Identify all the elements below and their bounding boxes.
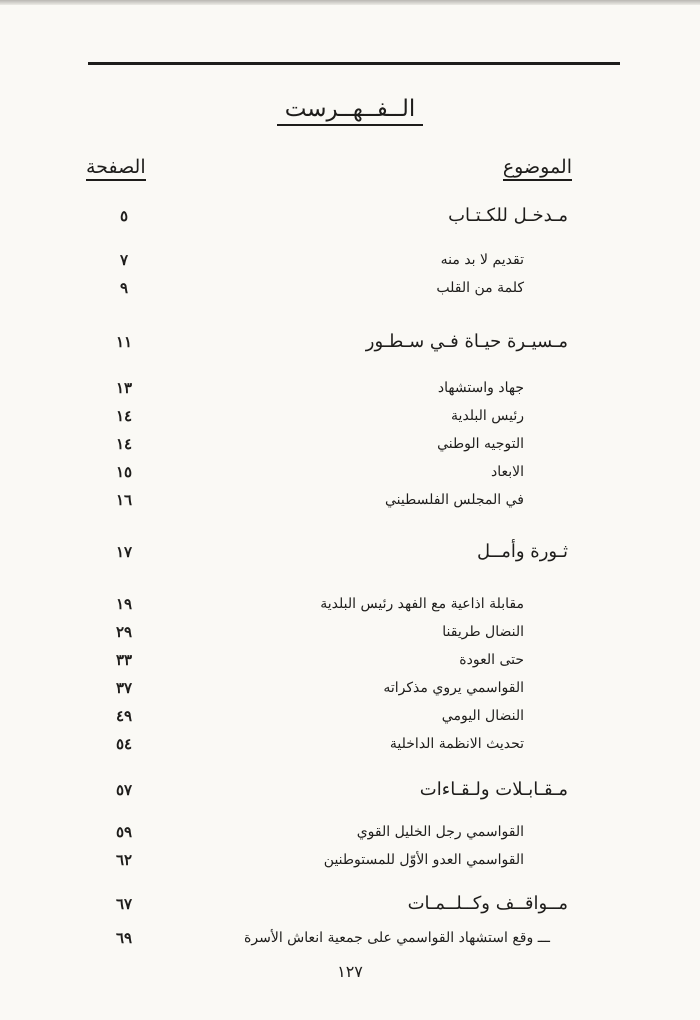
toc-entry [0, 590, 700, 618]
toc-entry [0, 402, 700, 430]
toc-entry-title: القواسمي العدو الأوّل للمستوطنين [323, 852, 524, 868]
toc-page-number: ٥٧ [115, 781, 133, 799]
toc-entry-title: رئيس البلدية [451, 408, 524, 424]
toc-section-title: مـدخـل للكـتـاب [448, 205, 568, 226]
toc-entry [0, 486, 700, 514]
page-column-header-text: الصفحة [86, 156, 146, 181]
toc-entry-title: تحديث الانظمة الداخلية [389, 736, 524, 752]
toc-section [0, 202, 700, 230]
toc-page-number: ١٦ [115, 491, 133, 509]
topic-column-header-text: الموضوع [503, 156, 572, 181]
toc-entry [0, 730, 700, 758]
toc-entry [0, 618, 700, 646]
page-folio-number: ١٢٧ [337, 962, 363, 981]
toc-page-number: ١٤ [115, 407, 133, 425]
toc-entry [0, 924, 700, 952]
page-title [0, 96, 700, 126]
toc-entry-title: في المجلس الفلسطيني [385, 492, 524, 508]
toc-entry-title: ـــ وقع استشهاد القواسمي على جمعية انعاش الأسرة [244, 930, 550, 946]
toc-entry-title: القواسمي رجل الخليل القوي [356, 824, 524, 840]
toc-section-title: مـسيـرة حيـاة فـي سـطـور [365, 331, 568, 352]
toc-page-number: ١٣ [115, 379, 133, 397]
toc-page-number: ٦٢ [115, 851, 133, 869]
toc-entry-title: مقابلة اذاعية مع الفهد رئيس البلدية [320, 596, 524, 612]
toc-entry [0, 818, 700, 846]
toc-entry [0, 274, 700, 302]
toc-page-number: ٢٩ [115, 623, 133, 641]
toc-entry-title: القواسمي يروي مذكراته [383, 680, 524, 696]
toc-entry-title: كلمة من القلب [436, 280, 524, 296]
toc-page-number: ٩ [119, 279, 129, 297]
toc-section-title: مـقـابـلات ولـقـاءات [419, 779, 568, 800]
toc-section-title: مــواقــف وكــلــمـات [407, 893, 568, 914]
toc-section [0, 538, 700, 566]
toc-entry-title: النضال اليومي [441, 708, 524, 724]
toc-entry [0, 646, 700, 674]
top-rule [88, 62, 620, 65]
toc-entry-title: التوجيه الوطني [437, 436, 524, 452]
toc-entry-title: جهاد واستشهاد [437, 380, 524, 396]
toc-entry [0, 702, 700, 730]
toc-page-number: ٣٣ [115, 651, 133, 669]
toc-page-number: ٦٧ [115, 895, 133, 913]
toc-section-title: ثـورة وأمــل [477, 541, 568, 562]
page-column-header [86, 156, 146, 178]
toc-page-number: ١١ [115, 333, 133, 351]
toc-entry [0, 458, 700, 486]
toc-page-number: ٧ [119, 251, 129, 269]
toc-page-number: ١٤ [115, 435, 133, 453]
toc-entry-title: تقديم لا بد منه [440, 252, 524, 268]
toc-entry [0, 246, 700, 274]
page-title-text: الــفــهــرست [277, 96, 424, 126]
topic-column-header [503, 156, 572, 178]
toc-page-number: ٦٩ [115, 929, 133, 947]
toc-section [0, 890, 700, 918]
toc-page-number: ٥٩ [115, 823, 133, 841]
toc-page-number: ١٥ [115, 463, 133, 481]
toc-entry-title: النضال طريقنا [442, 624, 524, 640]
toc-entry-title: حتى العودة [459, 652, 524, 668]
toc-entry [0, 374, 700, 402]
toc-section [0, 328, 700, 356]
toc-entry [0, 430, 700, 458]
toc-page-number: ١٩ [115, 595, 133, 613]
toc-page-number: ١٧ [115, 543, 133, 561]
toc-entry [0, 674, 700, 702]
page-edge [0, 0, 700, 5]
toc-entry [0, 846, 700, 874]
toc-page-number: ٥ [119, 207, 129, 225]
toc-entry-title: الابعاد [490, 464, 524, 480]
toc-page-number: ٥٤ [115, 735, 133, 753]
toc-section [0, 776, 700, 804]
toc-page-number: ٣٧ [115, 679, 133, 697]
toc-page-number: ٤٩ [115, 707, 133, 725]
